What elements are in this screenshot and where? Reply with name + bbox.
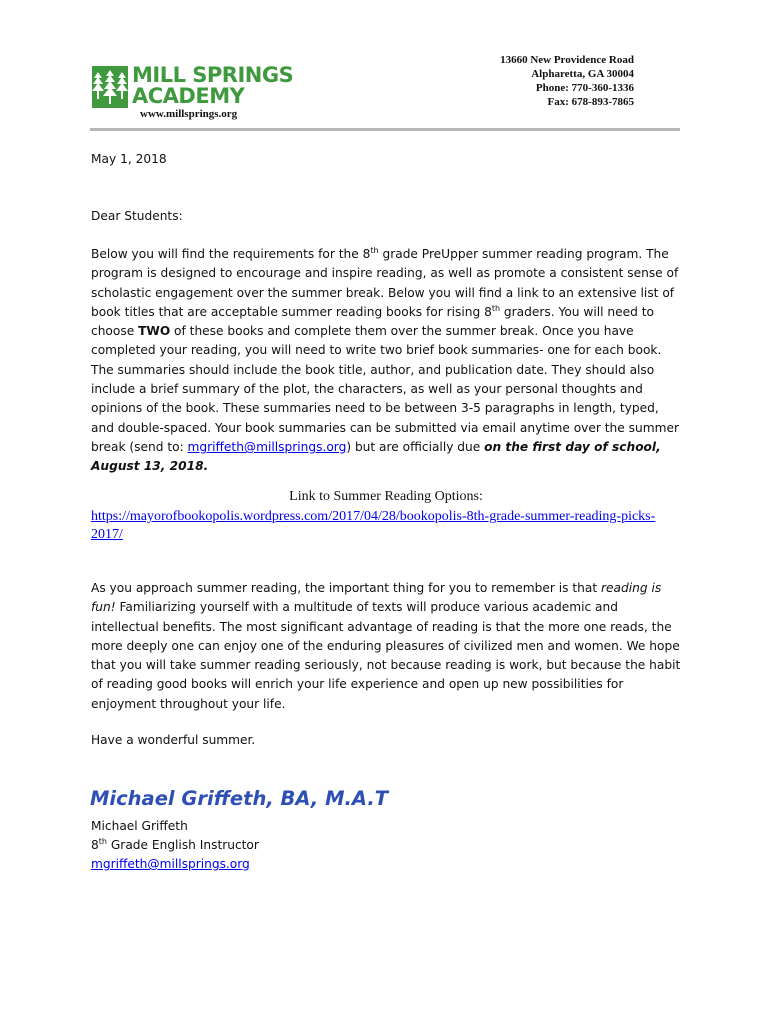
address-city: Alpharetta, GA 30004	[531, 68, 634, 80]
signer-email-link[interactable]: mgriffeth@millsprings.org	[91, 857, 250, 871]
reading-link-title: Link to Summer Reading Options:	[289, 489, 483, 504]
reading-options-link[interactable]: https://mayorofbookopolis.wordpress.com/2017/04/28/bookopolis-8th-grade-summer-reading-picks-2017/	[91, 509, 656, 542]
email-link-inline[interactable]: mgriffeth@millsprings.org	[187, 439, 347, 454]
website-text: www.millsprings.org	[140, 108, 238, 120]
two-emphasis: TWO	[138, 324, 171, 339]
signer-name: Michael Griffeth	[91, 819, 188, 833]
trees-icon	[92, 66, 128, 108]
signature-block	[91, 817, 681, 874]
salutation: Dear Students:	[91, 209, 183, 223]
header-divider	[90, 128, 680, 131]
logo-text-line2: ACADEMY	[132, 84, 245, 108]
fax-number: Fax: 678-893-7865	[547, 96, 634, 108]
address-street: 13660 New Providence Road	[500, 54, 634, 66]
closing-line: Have a wonderful summer.	[91, 733, 256, 747]
letter-date: May 1, 2018	[91, 152, 167, 166]
signature-name: Michael Griffeth, BA, M.A.T	[90, 787, 389, 810]
address-block	[500, 53, 634, 109]
signer-title: 8th Grade English Instructor	[91, 836, 259, 852]
closing-paragraph: As you approach summer reading, the important thing for you to remember is that reading is fun! Familiarizing yourself with a multitude of texts will produce various academic and intellectual benefits. The most significant advantage of reading is that the more one reads, the more deeply one can enjoy one of the enduring pleasures of civilized men and women. We hope that you will take summer reading seriously, not because reading is work, but because the habit of reading good books will enrich your life experience and open up new possibilities for enjoyment throughout your life.	[91, 581, 681, 711]
phone-number: Phone: 770-360-1336	[535, 82, 634, 94]
requirements-paragraph: Below you will find the requirements for the 8th grade PreUpper summer reading program. The program is designed to encourage and inspire reading, as well as promote a consistent sense of scholastic engagement over the summer break. Below you will find a link to an extensive list of book titles that are acceptable summer reading books for rising 8th graders. You will need to choose TWO of these books and complete them over the summer break. Once you have completed your reading, you will need to write two brief book summaries- one for each book. The summaries should include the book title, author, and publication date. They should also include a brief summary of the plot, the characters, as well as your personal thoughts and opinions of the book. These summaries need to be between 3-5 paragraphs in length, typed, and double-spaced. Your book summaries can be submitted via email anytime over the summer break (send to: mgriffeth@millsprings.org) but are officially due on the first day of school, August 13, 2018.	[91, 245, 679, 474]
reading-is-fun-emphasis: reading is fun!	[91, 581, 662, 615]
school-logo	[92, 64, 307, 124]
due-date-emphasis: on the first day of school, August 13, 2018.	[91, 439, 661, 474]
logo-text-line1: MILL SPRINGS	[132, 63, 294, 87]
